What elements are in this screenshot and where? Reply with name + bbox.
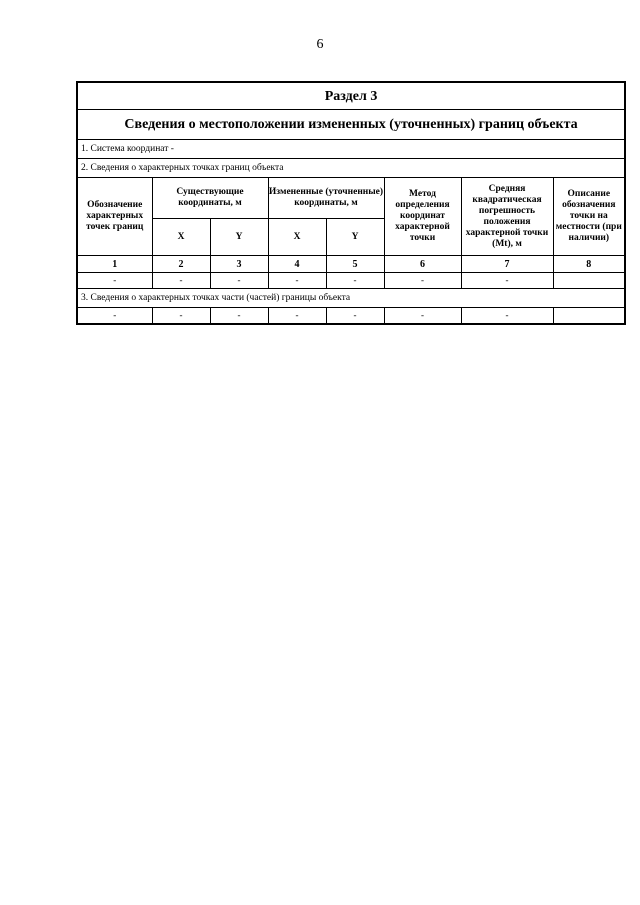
column-number: 8 bbox=[553, 256, 625, 273]
header-existing-x: X bbox=[152, 219, 210, 256]
section-title: Раздел 3 bbox=[77, 82, 625, 110]
column-number: 4 bbox=[268, 256, 326, 273]
table-cell: - bbox=[210, 308, 268, 325]
table-cell: - bbox=[210, 273, 268, 289]
header-changed-y: Y bbox=[326, 219, 384, 256]
table-cell: - bbox=[77, 273, 152, 289]
column-number: 3 bbox=[210, 256, 268, 273]
column-number: 6 bbox=[384, 256, 461, 273]
table-cell: - bbox=[152, 273, 210, 289]
page-number: 6 bbox=[316, 37, 324, 52]
table-cell bbox=[553, 273, 625, 289]
table-cell: - bbox=[461, 273, 553, 289]
part-points-heading-row: 3. Сведения о характерных точках части (частей) границы объекта bbox=[77, 289, 625, 308]
header-changed-coordinates: Измененные (уточненные) координаты, м bbox=[268, 178, 384, 219]
column-number: 5 bbox=[326, 256, 384, 273]
table-heading: Сведения о местоположении измененных (уточненных) границ объекта bbox=[77, 110, 625, 140]
header-method: Метод определения координат характерной точки bbox=[384, 178, 461, 256]
header-changed-x: X bbox=[268, 219, 326, 256]
table-cell: - bbox=[326, 308, 384, 325]
header-description: Описание обозначения точки на местности (при наличии) bbox=[553, 178, 625, 256]
table-cell: - bbox=[268, 273, 326, 289]
table-cell: - bbox=[152, 308, 210, 325]
table-cell: - bbox=[77, 308, 152, 325]
table-cell: - bbox=[268, 308, 326, 325]
column-number: 2 bbox=[152, 256, 210, 273]
column-number: 1 bbox=[77, 256, 152, 273]
points-heading-row: 2. Сведения о характерных точках границ объекта bbox=[77, 159, 625, 178]
section-3-table bbox=[76, 81, 626, 325]
table-cell: - bbox=[384, 273, 461, 289]
coordinate-system-row: 1. Система координат - bbox=[77, 140, 625, 159]
header-designation: Обозначение характерных точек границ bbox=[77, 178, 152, 256]
table-cell: - bbox=[384, 308, 461, 325]
table-cell: - bbox=[461, 308, 553, 325]
header-existing-y: Y bbox=[210, 219, 268, 256]
table-cell bbox=[553, 308, 625, 325]
header-existing-coordinates: Существующие координаты, м bbox=[152, 178, 268, 219]
column-number: 7 bbox=[461, 256, 553, 273]
header-error: Средняя квадратическая погрешность положения характерной точки (Mt), м bbox=[461, 178, 553, 256]
table-cell: - bbox=[326, 273, 384, 289]
